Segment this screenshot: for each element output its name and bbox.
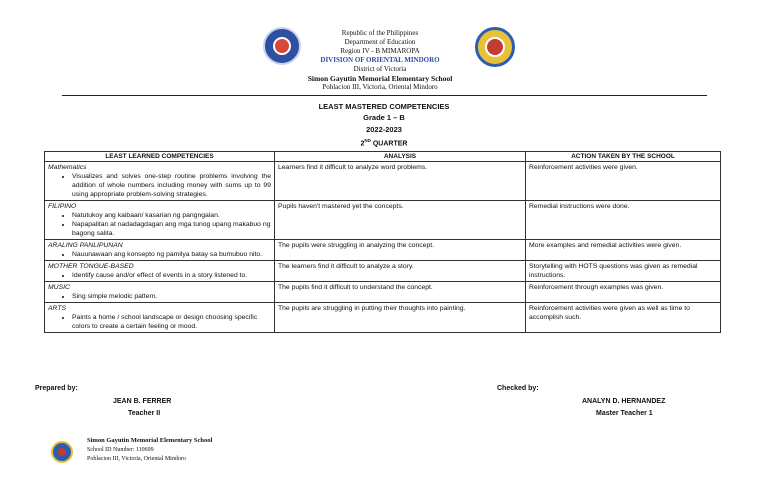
quarter-label: 2ND QUARTER	[360, 138, 408, 148]
header-department: Department of Education	[344, 38, 416, 46]
action-cell: More examples and remedial activities were given.	[526, 240, 721, 261]
table-header-row	[45, 152, 721, 162]
analysis-cell: The pupils find it difficult to understand the concept.	[275, 282, 526, 303]
header-region: Region IV - B MIMAROPA	[340, 47, 420, 55]
header-school: Simon Gayutin Memorial Elementary School	[307, 74, 453, 83]
col-header-action: ACTION TAKEN BY THE SCHOOL	[526, 152, 721, 162]
subject-label: Mathematics	[48, 164, 87, 171]
analysis-cell: Pupils haven't mastered yet the concepts.	[275, 201, 526, 240]
document-title: LEAST MASTERED COMPETENCIES	[318, 102, 450, 111]
action-cell: Reinforcement activities were given.	[526, 162, 721, 201]
competency-item: • Visualizes and solves one-step routine problems involving the addition of whole numbers including money with sums up to 99 using appropriate problem-solving strategies.	[72, 172, 271, 199]
header-division: DIVISION OF ORIENTAL MINDORO	[320, 56, 440, 64]
competency-cell	[45, 303, 275, 333]
table-row	[45, 282, 721, 303]
competencies-table	[44, 151, 721, 333]
subject-label: MOTHER TONGUE-BASED	[48, 263, 134, 270]
col-header-competencies: LEAST LEARNED COMPETENCIES	[45, 152, 275, 162]
prepared-by-label: Prepared by:	[35, 385, 78, 392]
division-seal-icon	[475, 27, 515, 67]
competency-item: • Paints a home / school landscape or design choosing specific colors to create a certain feeling or mood.	[72, 313, 271, 331]
competency-cell	[45, 201, 275, 240]
analysis-cell: The pupils were struggling in analyzing the concept.	[275, 240, 526, 261]
competency-cell	[45, 282, 275, 303]
footer-school: Simon Gayutin Memorial Elementary School	[87, 437, 213, 444]
competency-item: • Sing simple melodic pattern.	[72, 292, 271, 301]
subject-label: ARALING PANLIPUNAN	[48, 242, 123, 249]
footer-address: Poblacion III, Victoria, Oriental Mindoro	[87, 456, 186, 462]
col-header-analysis: ANALYSIS	[275, 152, 526, 162]
analysis-cell: The learners find it difficult to analyze a story.	[275, 261, 526, 282]
header-district: District of Victoria	[353, 65, 407, 73]
competency-item: • Identify cause and/or effect of events in a story listened to.	[72, 271, 271, 280]
checked-by-label: Checked by:	[497, 385, 539, 392]
competency-item: • Natutukoy ang kaibaan/ kasarian ng pangngalan.	[72, 211, 271, 220]
subject-label: MUSIC	[48, 284, 70, 291]
header-republic: Republic of the Philippines	[341, 29, 419, 37]
table-row	[45, 303, 721, 333]
grade-section: Grade 1 – B	[363, 113, 405, 122]
prepared-by-name: JEAN B. FERRER	[113, 398, 172, 405]
subject-label: FILIPINO	[48, 203, 77, 210]
competency-cell	[45, 261, 275, 282]
header-divider	[62, 95, 707, 96]
table-row	[45, 261, 721, 282]
school-year: 2022-2023	[366, 125, 402, 134]
competency-item: • Nauunawaan ang konsepto ng pamilya batay sa bumubuo nito.	[72, 250, 271, 259]
action-cell: Reinforcement activities were given as well as time to accomplish such.	[526, 303, 721, 333]
table-row	[45, 201, 721, 240]
prepared-by-title: Teacher II	[128, 410, 161, 417]
subject-label: ARTS	[48, 305, 67, 312]
checked-by-title: Master Teacher 1	[596, 410, 653, 417]
footer-school-id: School ID Number: 110699	[87, 447, 154, 453]
competency-cell	[45, 240, 275, 261]
competency-item: • Napapalitan at nadadagdagan ang mga tunog upang makabuo ng bagong salita.	[72, 220, 271, 238]
school-seal-icon	[51, 441, 73, 463]
table-row	[45, 162, 721, 201]
analysis-cell: The pupils are struggling in putting their thoughts into painting.	[275, 303, 526, 333]
checked-by-name: ANALYN D. HERNANDEZ	[582, 398, 666, 405]
action-cell: Reinforcement through examples was given.	[526, 282, 721, 303]
header-address: Poblacion III, Victoria, Oriental Mindoro	[322, 83, 438, 91]
competency-cell	[45, 162, 275, 201]
action-cell: Remedial instructions were done.	[526, 201, 721, 240]
table-row	[45, 240, 721, 261]
action-cell: Storytelling with HOTS questions was given as remedial instructions.	[526, 261, 721, 282]
analysis-cell: Learners find it difficult to analyze word problems.	[275, 162, 526, 201]
